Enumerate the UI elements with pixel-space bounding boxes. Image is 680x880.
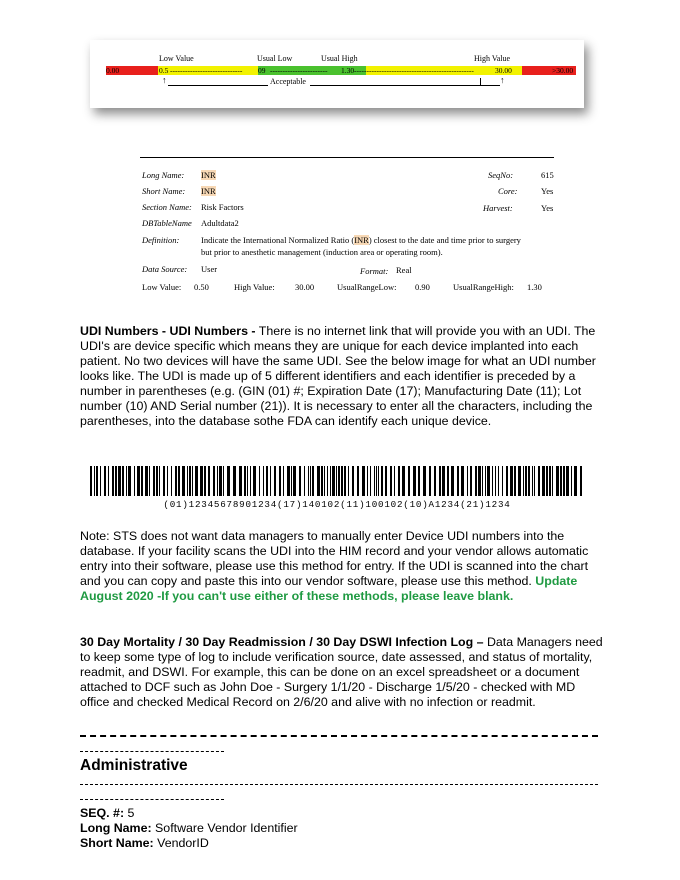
barcode-bar xyxy=(563,466,565,496)
acceptable-line-right xyxy=(310,85,500,86)
barcode-bar xyxy=(402,466,405,496)
barcode-bar xyxy=(390,466,392,496)
barcode-bar xyxy=(560,466,562,496)
barcode-bar xyxy=(126,466,127,496)
barcode-bar xyxy=(141,466,143,496)
core-value: Yes xyxy=(541,186,554,196)
dbtablename-label: DBTableName xyxy=(142,218,192,228)
barcode-bar xyxy=(542,466,545,496)
note-paragraph xyxy=(80,529,605,604)
format-value: Real xyxy=(396,265,412,275)
usual-range-high-label: UsualRangeHigh: xyxy=(453,282,514,292)
next-element-long-name: Long Name: Software Vendor Identifier xyxy=(80,821,298,835)
barcode-bar xyxy=(413,466,416,496)
low-value: 0.50 xyxy=(194,282,209,292)
barcode-bar xyxy=(398,466,400,496)
barcode-bar xyxy=(208,466,210,496)
low-arrow: ↑ xyxy=(162,75,167,85)
short-name-label: Short Name: xyxy=(142,186,186,196)
barcode-bar xyxy=(510,466,513,496)
barcode-bar xyxy=(96,466,98,496)
note-update: Update August 2020 -If you can't use either of these methods, please leave blank. xyxy=(80,574,578,603)
barcode-bar xyxy=(122,466,124,496)
low-value-label: Low Value xyxy=(159,54,194,63)
data-element-card xyxy=(140,158,553,298)
barcode-bar xyxy=(299,466,301,496)
high-arrow: ↑ xyxy=(500,75,505,85)
barcode-bar xyxy=(239,466,242,496)
barcode-bar xyxy=(163,466,165,496)
barcode-bar xyxy=(175,466,177,496)
definition-line-2: but prior to anesthetic management (induction area or operating room). xyxy=(201,247,443,257)
usual-high-label: Usual High xyxy=(321,54,358,63)
acceptable-line-left xyxy=(168,85,268,86)
barcode-bar xyxy=(408,466,410,496)
bar-low-value: 0.5 xyxy=(159,66,169,75)
barcode-bar xyxy=(485,466,486,496)
barcode-bar xyxy=(263,466,264,496)
barcode-caption: (01)12345678901234(17)140102(11)100102(10)A1234(21)1234 xyxy=(163,499,511,510)
barcode-bar xyxy=(498,466,499,496)
barcode-bar xyxy=(344,466,346,496)
barcode-bar xyxy=(171,466,172,496)
data-source-value: User xyxy=(201,264,218,274)
barcode-bar xyxy=(502,466,503,496)
barcode-bar xyxy=(534,466,535,496)
barcode-bar xyxy=(556,466,559,496)
barcode-bar xyxy=(310,466,311,496)
barcode-bar xyxy=(362,466,365,496)
barcode-bar xyxy=(330,466,331,496)
barcode-bar xyxy=(336,466,337,496)
core-label: Core: xyxy=(498,186,518,196)
barcode-bar xyxy=(482,466,483,496)
barcode-bar xyxy=(506,466,508,496)
barcode-bar xyxy=(266,466,268,496)
barcode-bar xyxy=(332,466,335,496)
barcode-bar xyxy=(112,466,114,496)
barcode-bar xyxy=(341,466,343,496)
barcode-bar xyxy=(478,466,481,496)
barcode-bar xyxy=(394,466,395,496)
barcode-bar xyxy=(378,466,379,496)
divider-top-b xyxy=(80,751,224,752)
short-name-value: INR xyxy=(201,186,216,196)
barcode-bar xyxy=(94,466,95,496)
barcode-bar xyxy=(159,466,160,496)
barcode-bar xyxy=(304,466,305,496)
barcode-bar xyxy=(128,466,131,496)
bar-min-value: 0.00 xyxy=(106,66,120,75)
barcode-bar xyxy=(149,466,150,496)
barcode-bar xyxy=(357,466,359,496)
udi-text: There is no internet link that will provide you with an UDI. The UDI's are device specific which means they are unique for each device implanted into each patient. No two devices will have the same UDI. See the below image for what an UDI number looks like. The UDI is made up of 5 different identifiers and each identifier is preceded by a number in parentheses (e.g. (GIN (01) #; Expiration Date (17); Manufacturing Date (11); Lot number (10) AND Serial number (21)). It is necessary to enter all the characters, including the parentheses, into the database sothe FDA can identify each unique device. xyxy=(80,324,596,428)
divider-top-a xyxy=(80,735,598,737)
mortality-heading: 30 Day Mortality / 30 Day Readmission / 30 Day DSWI Infection Log – xyxy=(80,635,484,649)
usual-range-low-value: 0.90 xyxy=(415,282,430,292)
high-value-label: High Value xyxy=(474,54,511,63)
format-label: Format: xyxy=(360,266,389,276)
barcode-bar xyxy=(90,466,92,496)
barcode-bar xyxy=(145,466,148,496)
barcode-bar xyxy=(538,466,540,496)
barcode-bar xyxy=(253,466,256,496)
barcode-bar xyxy=(308,466,309,496)
barcode-bar xyxy=(580,466,582,496)
usual-range-high-value: 1.30 xyxy=(527,282,542,292)
barcode-bar xyxy=(523,466,524,496)
barcode-bar xyxy=(182,466,185,496)
harvest-value: Yes xyxy=(541,203,554,213)
barcode-bar xyxy=(439,466,441,496)
barcode-bar xyxy=(279,466,281,496)
barcode-bar xyxy=(118,466,121,496)
usual-range-low-label: UsualRangeLow: xyxy=(337,282,397,292)
seqno-label: SeqNo: xyxy=(488,170,514,180)
barcode-bar xyxy=(200,466,203,496)
barcode-bar xyxy=(528,466,530,496)
note-text: Note: STS does not want data managers to manually enter Device UDI numbers into the database. If your facility scans the UDI into the HIM record and your vendor allows automatic entry into their software, please use this method for entry. If the UDI is scanned into the chart and you can copy and paste this into our vendor software, please use this method. xyxy=(80,529,589,588)
barcode-bar xyxy=(270,466,271,496)
barcode-bar xyxy=(546,466,548,496)
barcode-bar xyxy=(312,466,314,496)
barcode-bar xyxy=(385,466,387,496)
barcode-bar xyxy=(429,466,431,496)
data-source-label: Data Source: xyxy=(142,264,188,274)
barcode-bar xyxy=(525,466,527,496)
barcode-bar xyxy=(470,466,472,496)
barcode-bar xyxy=(247,466,248,496)
next-element-short-name: Short Name: VendorID xyxy=(80,836,209,850)
barcode-bar xyxy=(423,466,426,496)
barcode-bar xyxy=(274,466,276,496)
barcode-bar xyxy=(467,466,468,496)
barcode-bar xyxy=(475,466,477,496)
barcode-bar xyxy=(367,466,368,496)
barcode-bar xyxy=(233,466,236,496)
long-name-value: INR xyxy=(201,170,216,180)
barcode-bar xyxy=(566,466,569,496)
barcode-bar xyxy=(167,466,168,496)
barcode-bar xyxy=(287,466,290,496)
barcode-bar xyxy=(178,466,180,496)
barcode-bar xyxy=(518,466,521,496)
bar-usual-high-value: 1.30 xyxy=(341,66,355,75)
barcode-bar xyxy=(447,466,449,496)
barcode-bar xyxy=(156,466,158,496)
barcode-bar xyxy=(495,466,496,496)
barcode-bar xyxy=(244,466,246,496)
barcode-bar xyxy=(321,466,323,496)
dbtablename-value: Adultdata2 xyxy=(201,218,239,228)
barcode-bar xyxy=(100,466,101,496)
barcode-bar xyxy=(552,466,553,496)
udi-paragraph xyxy=(80,324,605,429)
section-title: Administrative xyxy=(80,757,188,774)
barcode-bar xyxy=(574,466,577,496)
barcode-bar xyxy=(457,466,459,496)
bar-max-value: >30.00 xyxy=(552,66,574,75)
barcode-bar xyxy=(434,466,436,496)
barcode-bar xyxy=(219,466,222,496)
barcode-bar xyxy=(293,466,296,496)
barcode-bar xyxy=(381,466,383,496)
barcode-bar xyxy=(370,466,371,496)
section-name-label: Section Name: xyxy=(142,202,192,212)
harvest-label: Harvest: xyxy=(483,203,513,213)
divider-bottom-b xyxy=(80,799,224,800)
barcode-bar xyxy=(108,466,109,496)
high-value-label: High Value: xyxy=(234,282,275,292)
barcode-bar xyxy=(327,466,328,496)
barcode-bar xyxy=(195,466,198,496)
barcode-bar xyxy=(451,466,454,496)
barcode-bar xyxy=(487,466,490,496)
barcode-bar xyxy=(571,466,572,496)
barcode-bar xyxy=(283,466,284,496)
barcode-bar xyxy=(374,466,375,496)
barcode-bar xyxy=(204,466,206,496)
barcode-bar xyxy=(192,466,193,496)
barcode-bar xyxy=(376,466,377,496)
barcode-bar xyxy=(189,466,191,496)
barcode-bar xyxy=(223,466,224,496)
barcode-bar xyxy=(461,466,464,496)
range-scale-graphic: Low Value Usual Low Usual High High Value 0.00 0.5 ----------------------------- 09 ----------------------- 1.30 ------------------------------------------------ 30.00 >30.00 ↑ Acceptable ↑ xyxy=(90,40,584,108)
acceptable-label: Acceptable xyxy=(270,77,306,86)
barcode-bar xyxy=(134,466,135,496)
barcode-bar xyxy=(352,466,354,496)
barcode-bar xyxy=(418,466,420,496)
barcode-bar xyxy=(187,466,188,496)
barcode-bar xyxy=(348,466,349,496)
bar-usual-low-value: 09 xyxy=(258,66,266,75)
barcode-bar xyxy=(317,466,320,496)
barcode-bar xyxy=(259,466,260,496)
barcode-bar xyxy=(217,466,218,496)
definition-label: Definition: xyxy=(142,235,180,245)
barcode-bar xyxy=(104,466,106,496)
barcode-bar xyxy=(532,466,533,496)
mortality-text: Data Managers need to keep some type of log to include verification source, date assessed, and status of mortality, readmit, and DSWI. For example, this can be done on an excel spreadsheet or a document attached to DCF such as John Doe - Surgery 1/1/20 - Discharge 1/5/20 - checked with MD office and checked Medical Record on 2/6/20 and alive with no infection or readmit. xyxy=(80,635,603,709)
definition-line-1: Indicate the International Normalized Ratio (INR) closest to the date and time prior to surgery xyxy=(201,235,521,245)
barcode-bar xyxy=(492,466,493,496)
barcode-bar xyxy=(227,466,230,496)
barcode-bar xyxy=(549,466,551,496)
seqno-value: 615 xyxy=(541,170,554,180)
udi-heading: UDI Numbers - UDI Numbers - xyxy=(80,324,256,338)
bar-high-value: 30.00 xyxy=(495,66,512,75)
barcode-bar xyxy=(338,466,340,496)
barcode-bar xyxy=(514,466,516,496)
divider-bottom-a xyxy=(80,784,598,785)
high-value: 30.00 xyxy=(295,282,315,292)
barcode-bar xyxy=(250,466,251,496)
barcode-bar xyxy=(442,466,445,496)
long-name-label: Long Name: xyxy=(142,170,185,180)
low-value-label: Low Value: xyxy=(142,282,182,292)
next-element-seq: SEQ. #: 5 xyxy=(80,806,135,820)
barcode-bar xyxy=(115,466,117,496)
barcode-bar xyxy=(291,466,292,496)
barcode-bar xyxy=(324,466,325,496)
barcode-bar xyxy=(153,466,155,496)
barcode-bar xyxy=(137,466,140,496)
section-name-value: Risk Factors xyxy=(201,202,244,212)
barcode-bar xyxy=(213,466,215,496)
mortality-paragraph xyxy=(80,635,605,710)
usual-low-label: Usual Low xyxy=(257,54,293,63)
